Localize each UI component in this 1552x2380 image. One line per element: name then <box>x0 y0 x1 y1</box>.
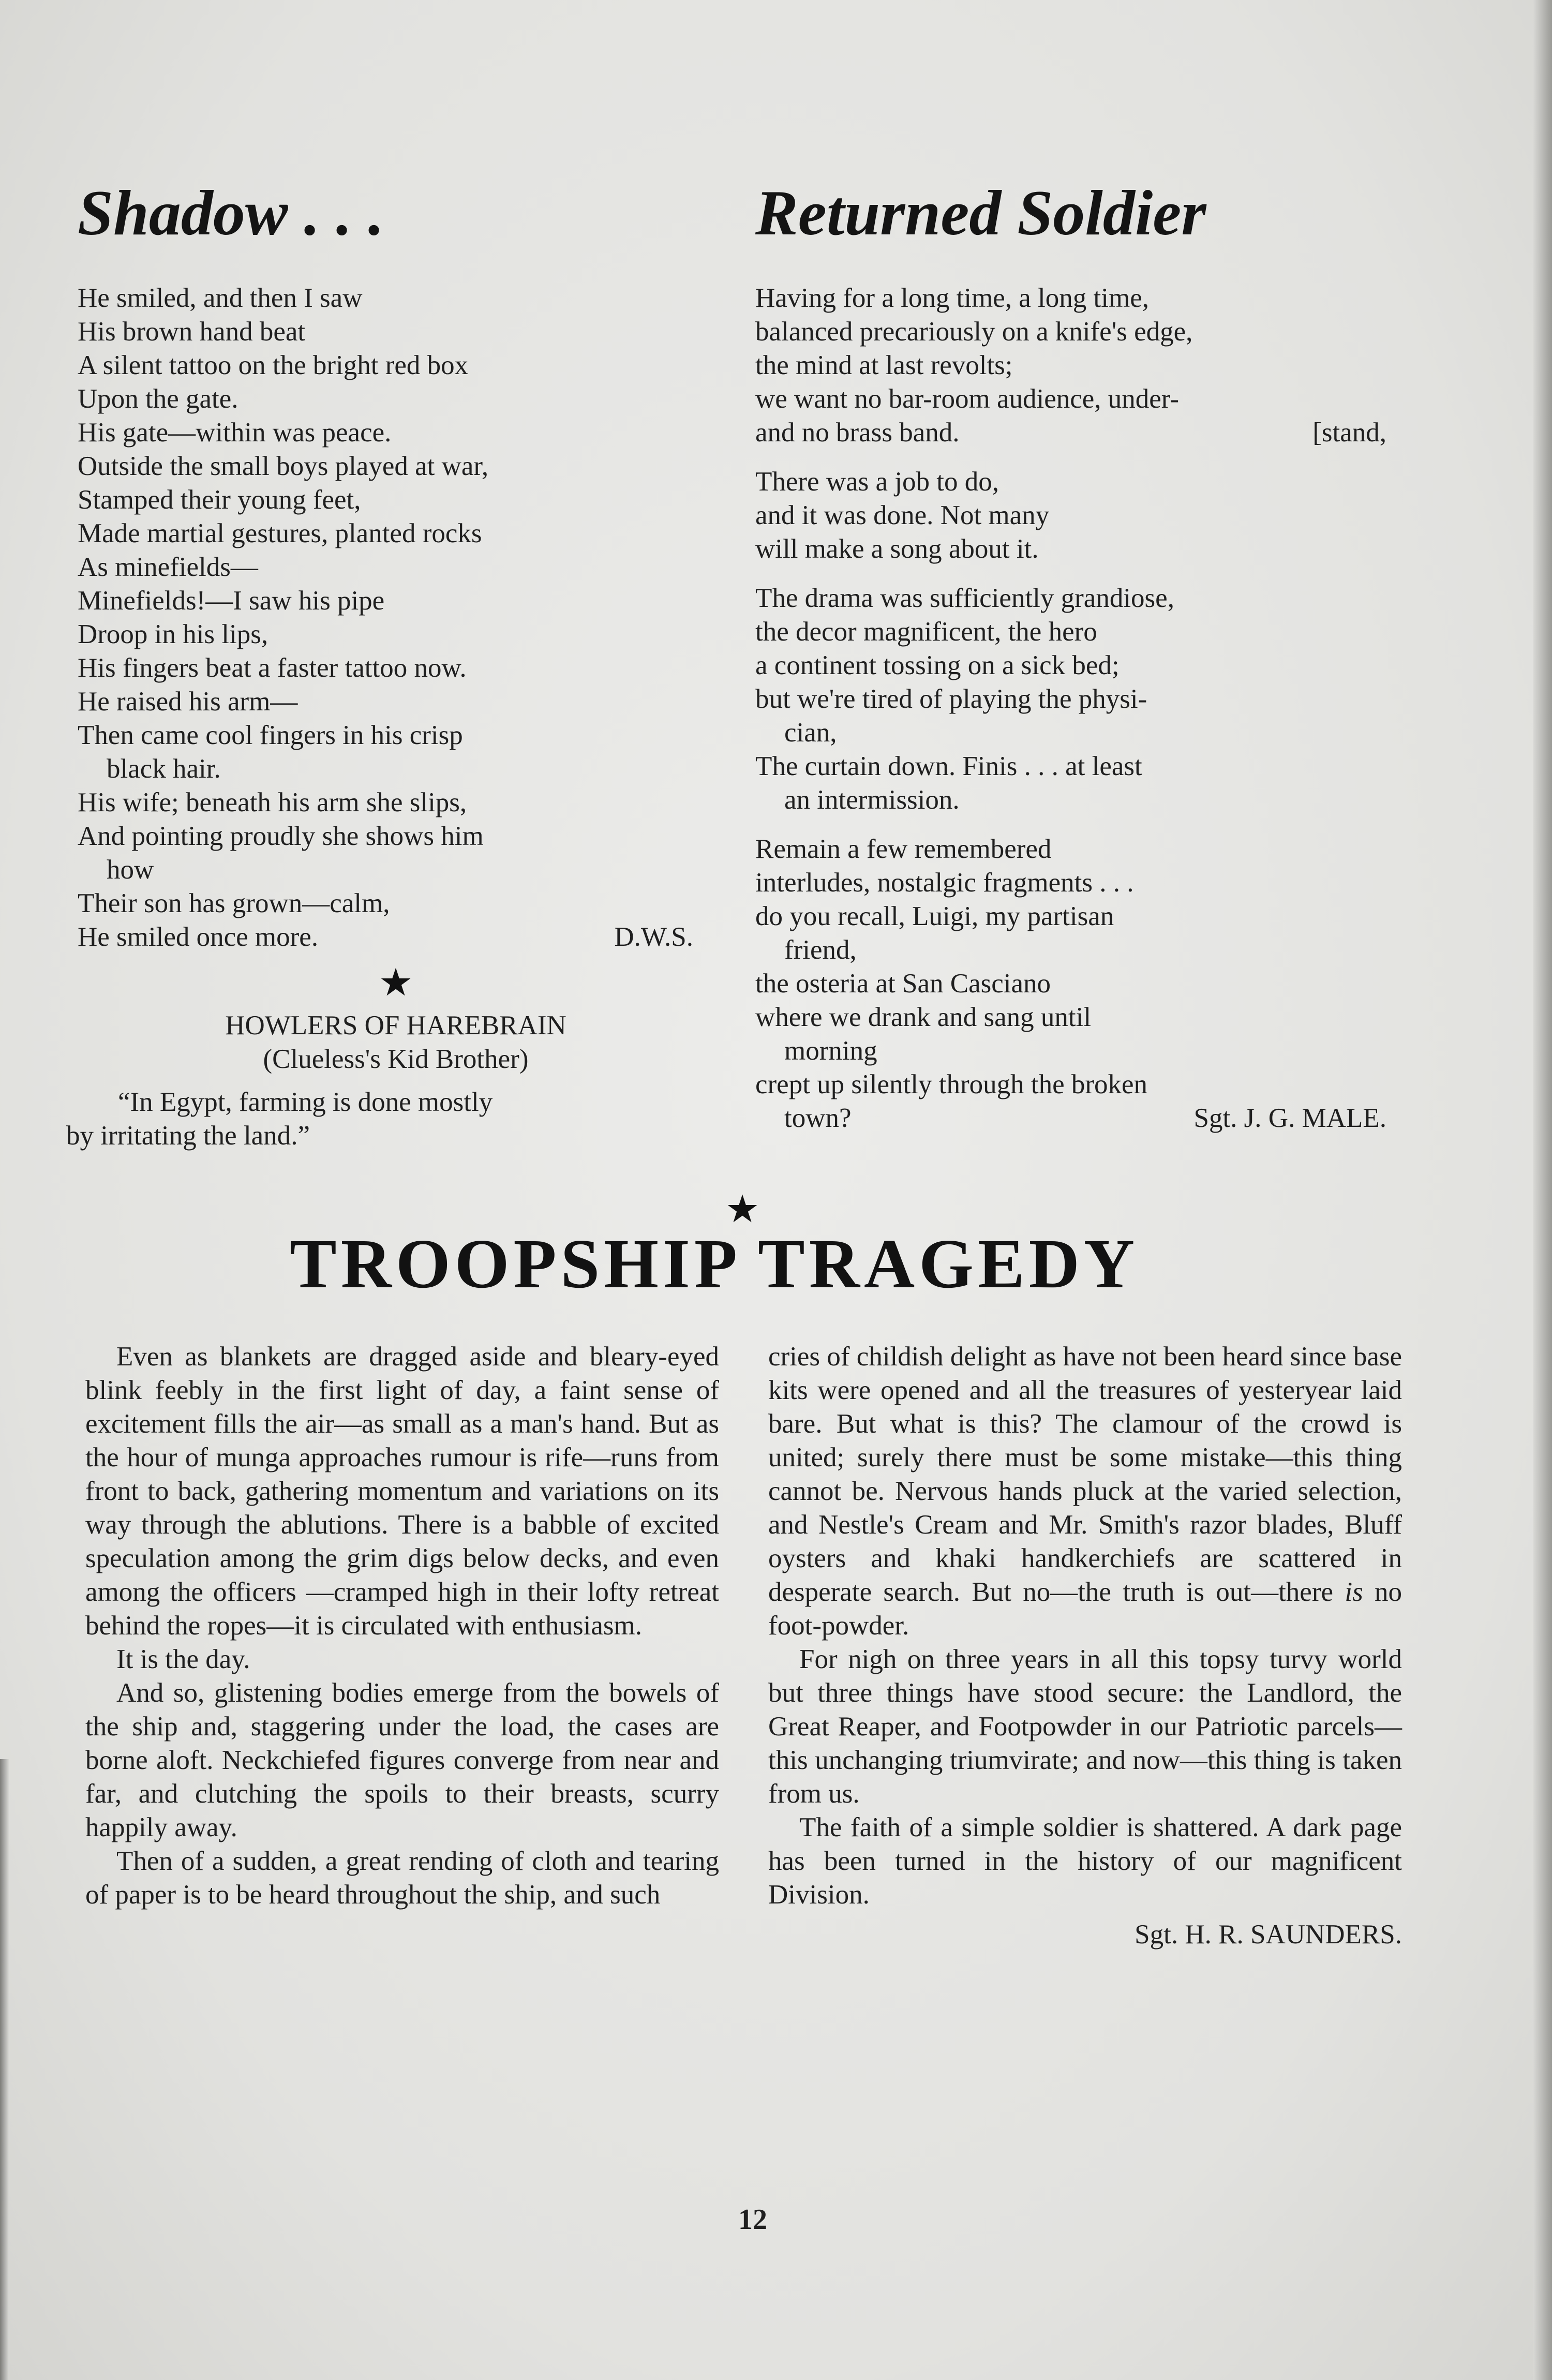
howlers-title: HOWLERS OF HAREBRAIN <box>225 1010 566 1040</box>
poem-line: where we drank and sang until <box>755 1002 1092 1032</box>
poem-last-row <box>755 1102 1397 1135</box>
article-title: TROOPSHIP TRAGEDY <box>290 1225 1139 1303</box>
article-paragraph: For nigh on three years in all this topsy turvy world but three things have stood secure: the Landlord, the Great Reaper, and Footpowder in our Patriotic parcels—this unchanging triumvirate; and now—this thing is taken from us. <box>768 1644 1402 1809</box>
poem-line: cian, <box>784 718 837 748</box>
poem-line: do you recall, Luigi, my partisan <box>755 901 1114 931</box>
poem-line: He smiled once more. <box>78 922 319 952</box>
article-text: cries of childish delight as have not been heard since base kits were opened and all the treasures of yesteryear laid bare. But what is this? The clamour of the crowd is united; surely there must be some mistake—this thing cannot be. Nervous hands pluck at the varied selection, and Nestle's Cream and Mr. Smith's razor blades, Bluff oysters and khaki handkerchiefs are scattered in desperate search. But no—the truth is out—there <box>768 1342 1402 1607</box>
poem-line: Having for a long time, a long time, <box>755 283 1149 313</box>
poem-line: a continent tossing on a sick bed; <box>755 650 1120 680</box>
poem-signature: Sgt. J. G. MALE. <box>1193 1103 1386 1133</box>
howlers-quote <box>66 1085 714 1153</box>
poem-line: There was a job to do, <box>755 467 999 497</box>
poem-line: will make a song about it. <box>755 534 1039 564</box>
howlers-box <box>78 1009 714 1076</box>
poem-line: His fingers beat a faster tattoo now. <box>78 653 467 683</box>
poem-line: Then came cool fingers in his crisp <box>78 720 463 750</box>
howlers-quote-line: by irritating the land.” <box>66 1121 310 1151</box>
poem-line: He raised his arm— <box>78 687 298 717</box>
poem-line: The curtain down. Finis . . . at least <box>755 751 1142 781</box>
poem-line: the mind at last revolts; <box>755 350 1013 380</box>
poem-line: friend, <box>784 935 857 965</box>
article-paragraph <box>768 1340 1402 1643</box>
poem-line-carry: [stand, <box>1312 418 1386 448</box>
poem-line: His brown hand beat <box>78 317 306 347</box>
poem-title: Returned Soldier <box>755 177 1206 248</box>
poem-title: Shadow . . . <box>78 177 384 248</box>
poem-line: how <box>107 855 154 885</box>
poem-line: His gate—within was peace. <box>78 418 392 448</box>
howlers-subtitle: (Clueless's Kid Brother) <box>263 1044 529 1074</box>
article-paragraph: Then of a sudden, a great rending of cloth and tearing of paper is to be heard throughout the ship, and such <box>85 1846 719 1910</box>
howlers-quote-line: “In Egypt, farming is done mostly <box>118 1087 493 1117</box>
page-edge-shadow <box>1533 0 1552 2380</box>
poem-line: the decor magnificent, the hero <box>755 617 1097 647</box>
poem-line: but we're tired of playing the physi- <box>755 684 1147 714</box>
poem-line: Upon the gate. <box>78 384 238 414</box>
poem-line: Stamped their young feet, <box>78 485 361 515</box>
article-text: no foot-powder. <box>768 1577 1402 1641</box>
poem-stanza <box>755 465 1397 566</box>
article-paragraph: It is the day. <box>116 1644 250 1674</box>
poem-line: an intermission. <box>784 785 960 815</box>
article-paragraph: The faith of a simple soldier is shattered. A dark page has been turned in the history of our magnificent Division. <box>768 1812 1402 1910</box>
poem-line: Their son has grown—calm, <box>78 888 390 918</box>
article-paragraph: And so, glistening bodies emerge from the bowels of the ship and, staggering under the load, the cases are borne aloft. Neckchiefed figures converge from near and far, and clutching the spoils to their breasts, scurry happily away. <box>85 1678 719 1842</box>
poem-line: town? <box>784 1103 852 1133</box>
poem-stanza <box>755 582 1397 817</box>
poem-line: He smiled, and then I saw <box>78 283 363 313</box>
poem-line: and no brass band. <box>755 418 960 448</box>
poem-line: the osteria at San Casciano <box>755 969 1051 999</box>
poem-line: balanced precariously on a knife's edge, <box>755 317 1193 347</box>
poem-line: black hair. <box>107 754 221 784</box>
poem-line: And pointing proudly she shows him <box>78 821 484 851</box>
article-signature: Sgt. H. R. SAUNDERS. <box>1135 1920 1402 1950</box>
star-icon: ★ <box>378 960 413 1005</box>
article-column-left <box>85 1340 719 1912</box>
poem-line: His wife; beneath his arm she slips, <box>78 787 467 817</box>
page-edge-shadow-left <box>0 1759 9 2380</box>
poem-line: and it was done. Not many <box>755 500 1050 530</box>
poem-line: A silent tattoo on the bright red box <box>78 350 469 380</box>
poem-line: interludes, nostalgic fragments . . . <box>755 868 1134 898</box>
poem-line: As minefields— <box>78 552 258 582</box>
poem-body <box>78 281 714 954</box>
poem-stanza <box>755 832 1397 1135</box>
poem-line: Droop in his lips, <box>78 619 268 649</box>
star-icon: ★ <box>725 1187 760 1231</box>
poem-signature: D.W.S. <box>614 922 693 952</box>
article-paragraph: Even as blankets are dragged aside and bleary-eyed blink feebly in the first light of day, a faint sense of excitement fills the air—as small as a man's hand. But as the hour of munga approaches rumour is rife—runs from front to back, gathering momentum and variations on its way through the ablutions. There is a babble of excited speculation among the grim digs below decks, and even among the officers —cramped high in their lofty retreat behind the ropes—it is circulated with enthusiasm. <box>85 1342 719 1641</box>
poem-line: crept up silently through the broken <box>755 1069 1148 1099</box>
poem-shadow <box>66 177 714 1153</box>
poem-last-row <box>78 920 714 954</box>
page-number: 12 <box>738 2204 767 2236</box>
poem-line: The drama was sufficiently grandiose, <box>755 583 1174 613</box>
poem-line: Made martial gestures, planted rocks <box>78 518 482 548</box>
poem-line: we want no bar-room audience, under- <box>755 384 1180 414</box>
article-column-right <box>768 1340 1402 1952</box>
poem-body <box>755 281 1397 1135</box>
poem-returned-soldier <box>755 177 1397 1135</box>
poem-line: morning <box>784 1036 877 1066</box>
poem-line: Outside the small boys played at war, <box>78 451 489 481</box>
poem-line: Remain a few remembered <box>755 834 1052 864</box>
poem-line: Minefields!—I saw his pipe <box>78 586 385 616</box>
article-emphasis: is <box>1345 1577 1363 1607</box>
poem-line-row <box>755 416 1397 450</box>
